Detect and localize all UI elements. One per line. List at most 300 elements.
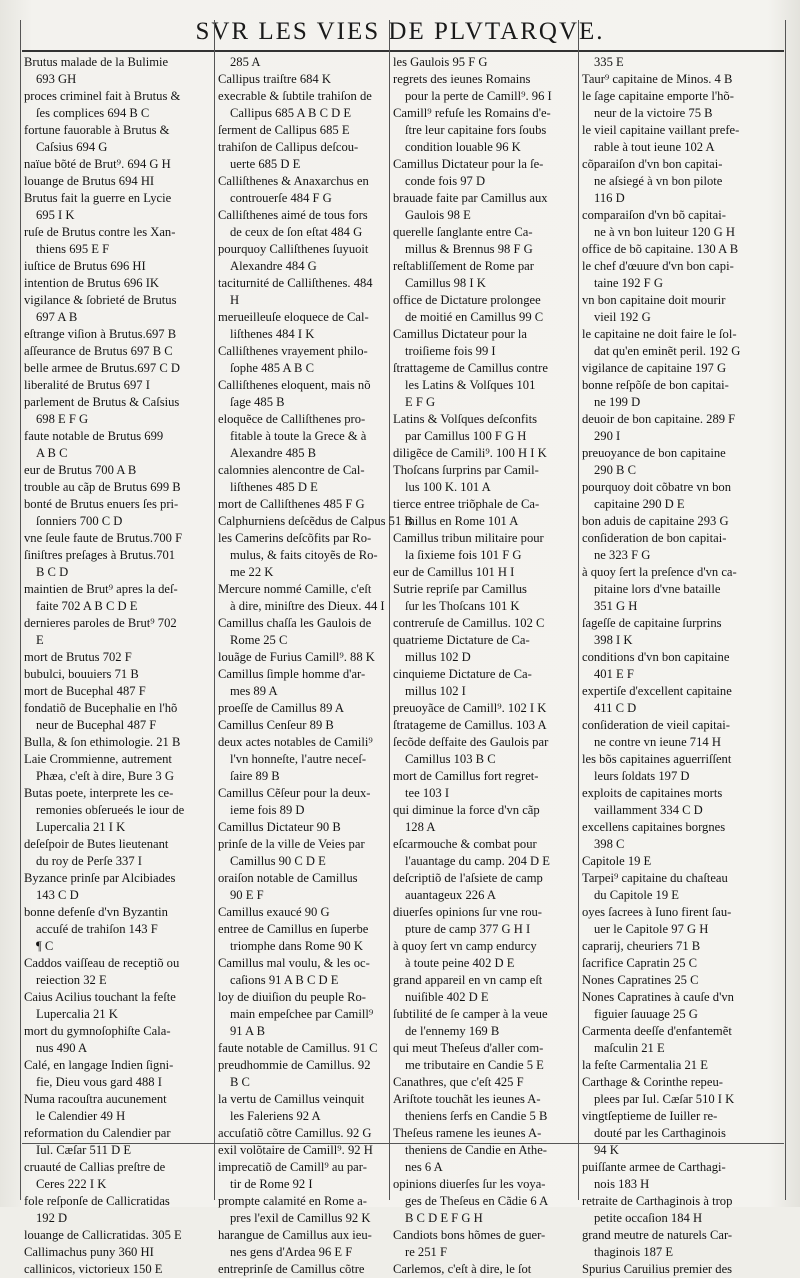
index-line: de moitié en Camillus 99 C bbox=[405, 310, 544, 324]
index-line: cõparaiſon d'vn bon capitai- bbox=[582, 157, 723, 171]
index-line: mort de Brutus 702 F bbox=[24, 650, 132, 664]
index-line: 695 I K bbox=[36, 208, 75, 222]
index-line: Capitole 19 E bbox=[582, 854, 652, 868]
index-line: à quoy ſert vn camp endurcy bbox=[393, 939, 537, 953]
index-line: les Latins & Volſques 101 bbox=[405, 378, 536, 392]
index-line: du roy de Perſe 337 I bbox=[36, 854, 142, 868]
index-line: le ſage capitaine emporte l'hõ- bbox=[582, 89, 734, 103]
index-line: E bbox=[36, 633, 44, 647]
index-line: qui meut Theſeus d'aller com- bbox=[393, 1041, 544, 1055]
index-line: triomphe dans Rome 90 K bbox=[230, 939, 363, 953]
index-line: B C D bbox=[36, 565, 69, 579]
index-line: l'auantage du camp. 204 D E bbox=[405, 854, 550, 868]
index-line: deſcriptiõ de l'aſsiete de camp bbox=[393, 871, 543, 885]
index-line: me tributaire en Candie 5 E bbox=[405, 1058, 544, 1072]
index-line: nuiſible 402 D E bbox=[405, 990, 489, 1004]
index-line: taciturnité de Calliſthenes. 484 bbox=[218, 276, 373, 290]
index-line: naïue bõté de Brut⁹. 694 G H bbox=[24, 157, 171, 171]
index-line: deux actes notables de Camili⁹ bbox=[218, 735, 373, 749]
index-line: Mercure nommé Camille, c'eſt bbox=[218, 582, 372, 596]
index-line: 335 E bbox=[594, 55, 624, 69]
index-line: regrets des ieunes Romains bbox=[393, 72, 531, 86]
index-line: ne à vn bon luiteur 120 G H bbox=[594, 225, 735, 239]
index-line: Camillus exaucé 90 G bbox=[218, 905, 330, 919]
index-line: thiens 695 E F bbox=[36, 242, 110, 256]
index-line: le Calendier 49 H bbox=[36, 1109, 126, 1123]
index-line: dernieres paroles de Brut⁹ 702 bbox=[24, 616, 177, 630]
index-line: capitaine 290 D E bbox=[594, 497, 685, 511]
index-line: intention de Brutus 696 IK bbox=[24, 276, 160, 290]
index-line: iuſtice de Brutus 696 HI bbox=[24, 259, 146, 273]
column-rule-left bbox=[20, 20, 21, 1200]
index-line: office de Dictature prolongee bbox=[393, 293, 541, 307]
index-line: ſecõde deſfaite des Gaulois par bbox=[393, 735, 549, 749]
column-rule-3 bbox=[578, 20, 579, 1200]
column-rule-2 bbox=[389, 20, 390, 1200]
index-line: Thoſcans ſurprins par Camil- bbox=[393, 463, 539, 477]
index-line: taine 192 F G bbox=[594, 276, 663, 290]
index-line: quatrieme Dictature de Ca- bbox=[393, 633, 530, 647]
index-line: figuier ſauuage 25 G bbox=[594, 1007, 698, 1021]
index-line: aſſeurance de Brutus 697 B C bbox=[24, 344, 173, 358]
index-line: lus 100 K. 101 A bbox=[405, 480, 491, 494]
index-line: Brutus malade de la Bulimie bbox=[24, 55, 169, 69]
index-line: Butas poete, interprete les ce- bbox=[24, 786, 174, 800]
index-line: Caddos vaiſſeau de receptiõ ou bbox=[24, 956, 180, 970]
index-line: tee 103 I bbox=[405, 786, 450, 800]
index-line: petite occaſion 184 H bbox=[594, 1211, 703, 1225]
index-line: Carmenta deeſſe d'enfantemẽt bbox=[582, 1024, 732, 1038]
index-line: belle armee de Brutus.697 C D bbox=[24, 361, 180, 375]
index-line: millus en Rome 101 A bbox=[405, 514, 519, 528]
index-line: ſageſſe de capitaine ſurprins bbox=[582, 616, 722, 630]
index-line: la ſixieme fois 101 F G bbox=[405, 548, 522, 562]
index-line: trahiſon de Callipus deſcou- bbox=[218, 140, 359, 154]
index-line: Sutrie repriſe par Camillus bbox=[393, 582, 527, 596]
index-line: tierce entree triõphale de Ca- bbox=[393, 497, 540, 511]
index-line: troiſieme fois 99 I bbox=[405, 344, 496, 358]
index-line: bonne reſpõſe de bon capitai- bbox=[582, 378, 729, 392]
index-line: Carlemos, c'eſt à dire, le ſot bbox=[393, 1262, 532, 1276]
index-line: à quoy ſert la preſence d'vn ca- bbox=[582, 565, 737, 579]
index-line: Nones Capratines à cauſe d'vn bbox=[582, 990, 734, 1004]
index-line: Candiots bons hõmes de guer- bbox=[393, 1228, 546, 1242]
index-line: H bbox=[230, 293, 240, 307]
index-line: exil volõtaire de Camill⁹. 92 H bbox=[218, 1143, 373, 1157]
index-line: vn bon capitaine doit mourir bbox=[582, 293, 726, 307]
index-line: Carthage & Corinthe repeu- bbox=[582, 1075, 723, 1089]
index-line: 192 D bbox=[36, 1211, 68, 1225]
index-line: entree de Camillus en ſuperbe bbox=[218, 922, 369, 936]
index-line: Calliſthenes eloquent, mais nõ bbox=[218, 378, 371, 392]
index-line: mort de Camillus fort regret- bbox=[393, 769, 539, 783]
index-line: louange de Brutus 694 HI bbox=[24, 174, 155, 188]
index-line: vaillamment 334 C D bbox=[594, 803, 703, 817]
index-line: 398 C bbox=[594, 837, 625, 851]
index-line: Latins & Volſques deſconfits bbox=[393, 412, 538, 426]
index-line: maſculin 21 E bbox=[594, 1041, 665, 1055]
index-line: rable à tout ieune 102 A bbox=[594, 140, 715, 154]
index-line: 693 GH bbox=[36, 72, 77, 86]
index-line: nes gens d'Ardea 96 E F bbox=[230, 1245, 353, 1259]
index-line: Camillus ſimple homme d'ar- bbox=[218, 667, 366, 681]
index-line: Calliſthenes aimé de tous fors bbox=[218, 208, 368, 222]
index-line: eſtrange viſion à Brutus.697 B bbox=[24, 327, 177, 341]
index-line: fondatiõ de Bucephalie en l'hõ bbox=[24, 701, 178, 715]
index-column-4 bbox=[582, 54, 782, 1276]
index-line: prinſe de la ville de Veies par bbox=[218, 837, 365, 851]
index-line: nes 6 A bbox=[405, 1160, 443, 1174]
index-line: execrable & ſubtile trahiſon de bbox=[218, 89, 372, 103]
index-line: les Gaulois 95 F G bbox=[393, 55, 488, 69]
index-line: Gaulois 98 E bbox=[405, 208, 471, 222]
index-line: Rome 25 C bbox=[230, 633, 288, 647]
index-line: 90 E F bbox=[230, 888, 264, 902]
index-line: mort de Bucephal 487 F bbox=[24, 684, 146, 698]
index-line: imprecatiõ de Camill⁹ au par- bbox=[218, 1160, 367, 1174]
index-line: controuerſe 484 F G bbox=[230, 191, 332, 205]
index-column-1 bbox=[24, 54, 210, 1276]
index-line: ne 323 F G bbox=[594, 548, 651, 562]
index-line: proeſſe de Camillus 89 A bbox=[218, 701, 344, 715]
index-line: ſonniers 700 C D bbox=[36, 514, 123, 528]
index-line: pourquoy doit cõbatre vn bon bbox=[582, 480, 731, 494]
index-line: liſthenes 485 D E bbox=[230, 480, 318, 494]
index-line: ſtratageme de Camillus. 103 A bbox=[393, 718, 547, 732]
index-line: Taur⁹ capitaine de Minos. 4 B bbox=[582, 72, 733, 86]
index-line: du Capitole 19 E bbox=[594, 888, 679, 902]
index-line: pture de camp 377 G H I bbox=[405, 922, 531, 936]
index-line: ſiniſtres preſages à Brutus.701 bbox=[24, 548, 176, 562]
index-line: ges de Theſeus en Cãdie 6 A bbox=[405, 1194, 549, 1208]
header-rule bbox=[22, 50, 784, 52]
index-line: office de bõ capitaine. 130 A B bbox=[582, 242, 739, 256]
index-line: ¶ C bbox=[36, 939, 54, 953]
index-line: neur de Bucephal 487 F bbox=[36, 718, 157, 732]
index-line: Calliſthenes vrayement philo- bbox=[218, 344, 368, 358]
index-line: Camillus Dictateur pour la ſe- bbox=[393, 157, 544, 171]
index-line: reformation du Calendier par bbox=[24, 1126, 171, 1140]
index-line: millus 102 D bbox=[405, 650, 471, 664]
index-line: retraite de Carthaginois à trop bbox=[582, 1194, 733, 1208]
index-line: mort de Calliſthenes 485 F G bbox=[218, 497, 365, 511]
index-line: faute notable de Brutus 699 bbox=[24, 429, 164, 443]
column-rule-1 bbox=[214, 20, 215, 1200]
index-line: de l'ennemy 169 B bbox=[405, 1024, 500, 1038]
index-line: maintien de Brut⁹ apres la deſ- bbox=[24, 582, 178, 596]
index-line: Camillus Cenſeur 89 B bbox=[218, 718, 334, 732]
index-line: Camillus 103 B C bbox=[405, 752, 496, 766]
index-line: 116 D bbox=[594, 191, 625, 205]
index-line: Ceres 222 I K bbox=[36, 1177, 107, 1191]
index-line: Camillus Dictateur 90 B bbox=[218, 820, 341, 834]
index-line: ruſe de Brutus contre les Xan- bbox=[24, 225, 176, 239]
index-line: ſes complices 694 B C bbox=[36, 106, 150, 120]
index-line: 290 I bbox=[594, 429, 621, 443]
index-line: conditions d'vn bon capitaine bbox=[582, 650, 730, 664]
index-line: deuoir de bon capitaine. 289 F bbox=[582, 412, 736, 426]
index-line: B C bbox=[230, 1075, 250, 1089]
index-line: ſerment de Callipus 685 E bbox=[218, 123, 350, 137]
index-line: puiſſante armee de Carthagi- bbox=[582, 1160, 726, 1174]
index-line: millus & Brennus 98 F G bbox=[405, 242, 533, 256]
index-column-2 bbox=[218, 54, 413, 1276]
index-line: Canathres, que c'eſt 425 F bbox=[393, 1075, 524, 1089]
index-line: liberalité de Brutus 697 I bbox=[24, 378, 150, 392]
index-line: faute notable de Camillus. 91 C bbox=[218, 1041, 378, 1055]
index-line: à toute peine 402 D E bbox=[405, 956, 515, 970]
index-line: nus 490 A bbox=[36, 1041, 88, 1055]
index-line: par Camillus 100 F G H bbox=[405, 429, 527, 443]
index-line: Caſsius 694 G bbox=[36, 140, 108, 154]
index-line: neur de la victoire 75 B bbox=[594, 106, 713, 120]
index-line: bonté de Brutus enuers ſes pri- bbox=[24, 497, 179, 511]
index-line: Bulla, & ſon ethimologie. 21 B bbox=[24, 735, 181, 749]
index-line: Calé, en langage Indien ſigni- bbox=[24, 1058, 174, 1072]
index-line: fitable à toute la Grece & à bbox=[230, 429, 367, 443]
index-line: fie, Dieu vous gard 488 I bbox=[36, 1075, 162, 1089]
index-line: accuſé de trahiſon 143 F bbox=[36, 922, 158, 936]
index-line: vingtſeptieme de Iuiller re- bbox=[582, 1109, 718, 1123]
index-line: faite 702 A B C D E bbox=[36, 599, 138, 613]
index-line: Lupercalia 21 I K bbox=[36, 820, 126, 834]
index-line: Callimachus puny 360 HI bbox=[24, 1245, 154, 1259]
index-line: uerte 685 D E bbox=[230, 157, 301, 171]
footer-rule bbox=[22, 1143, 784, 1144]
index-line: les Faleriens 92 A bbox=[230, 1109, 321, 1123]
index-line: calomnies alencontre de Cal- bbox=[218, 463, 365, 477]
index-line: conſideration de bon capitai- bbox=[582, 531, 727, 545]
index-line: 290 B C bbox=[594, 463, 636, 477]
index-line: merueilleuſe eloquece de Cal- bbox=[218, 310, 369, 324]
index-line: trouble au cãp de Brutus 699 B bbox=[24, 480, 181, 494]
index-line: 411 C D bbox=[594, 701, 637, 715]
index-line: eloquẽce de Calliſthenes pro- bbox=[218, 412, 366, 426]
index-line: pitaine lors d'vne bataille bbox=[594, 582, 721, 596]
index-line: 285 A bbox=[230, 55, 261, 69]
index-line: fortune fauorable à Brutus & bbox=[24, 123, 170, 137]
index-line: ſur les Thoſcans 101 K bbox=[405, 599, 520, 613]
index-line: eſcarmouche & combat pour bbox=[393, 837, 537, 851]
index-line: le vieil capitaine vaillant prefe- bbox=[582, 123, 740, 137]
running-header: SVR LES VIES DE PLVTARQVE. bbox=[195, 18, 605, 45]
index-line: theniens de Candie en Athe- bbox=[405, 1143, 547, 1157]
index-line: reſtabliſſement de Rome par bbox=[393, 259, 534, 273]
index-line: thaginois 187 E bbox=[594, 1245, 674, 1259]
index-line: ſage 485 B bbox=[230, 395, 285, 409]
index-line: proces criminel fait à Brutus & bbox=[24, 89, 181, 103]
index-line: dat qu'en eminẽt peril. 192 G bbox=[594, 344, 741, 358]
index-line: Camillus Cẽſeur pour la deux- bbox=[218, 786, 371, 800]
index-line: grand meutre de naturels Car- bbox=[582, 1228, 733, 1242]
index-line: 401 E F bbox=[594, 667, 634, 681]
index-line: Nones Capratines 25 C bbox=[582, 973, 699, 987]
index-line: mes 89 A bbox=[230, 684, 278, 698]
index-line: caprarij, cheuriers 71 B bbox=[582, 939, 701, 953]
index-column-3 bbox=[393, 54, 575, 1276]
index-line: l'vn honneſte, l'autre neceſ- bbox=[230, 752, 367, 766]
index-line: main empeſchee par Camill⁹ bbox=[230, 1007, 374, 1021]
index-line: conde fois 97 D bbox=[405, 174, 486, 188]
index-line: ſubtilité de ſe camper à la veue bbox=[393, 1007, 548, 1021]
index-line: les Camerins deſcõfits par Ro- bbox=[218, 531, 372, 545]
index-line: oyes ſacrees à Iuno firent ſau- bbox=[582, 905, 732, 919]
index-line: A B C bbox=[36, 446, 68, 460]
index-line: re 251 F bbox=[405, 1245, 447, 1259]
index-line: louange de Callicratidas. 305 E bbox=[24, 1228, 182, 1242]
index-line: querelle ſanglante entre Ca- bbox=[393, 225, 533, 239]
index-line: vne ſeule faute de Brutus.700 F bbox=[24, 531, 183, 545]
index-line: le capitaine ne doit faire le ſol- bbox=[582, 327, 737, 341]
index-line: uer le Capitole 97 G H bbox=[594, 922, 709, 936]
index-line: ne contre vn ieune 714 H bbox=[594, 735, 721, 749]
index-line: plees par Iul. Cæſar 510 I K bbox=[594, 1092, 735, 1106]
index-line: leurs ſoldats 197 D bbox=[594, 769, 690, 783]
index-line: ne aſsiegé à vn bon pilote bbox=[594, 174, 723, 188]
index-line: E F G bbox=[405, 395, 436, 409]
index-line: me 22 K bbox=[230, 565, 274, 579]
index-line: ieme fois 89 D bbox=[230, 803, 305, 817]
index-line: Camillus mal voulu, & les oc- bbox=[218, 956, 370, 970]
index-line: Ariſtote touchãt les ieunes A- bbox=[393, 1092, 541, 1106]
index-line: pourquoy Calliſthenes ſuyuoit bbox=[218, 242, 369, 256]
index-line: eur de Brutus 700 A B bbox=[24, 463, 137, 477]
index-line: ſaire 89 B bbox=[230, 769, 280, 783]
index-line: expertiſe d'excellent capitaine bbox=[582, 684, 732, 698]
index-line: ſtrattageme de Camillus contre bbox=[393, 361, 548, 375]
index-line: qui diminue la force d'vn cãp bbox=[393, 803, 540, 817]
index-line: mort du gymnoſophiſte Cala- bbox=[24, 1024, 171, 1038]
index-line: Caius Acilius touchant la feſte bbox=[24, 990, 176, 1004]
index-line: bonne defenſe d'vn Byzantin bbox=[24, 905, 168, 919]
index-line: harangue de Camillus aux ieu- bbox=[218, 1228, 372, 1242]
index-line: la vertu de Camillus veinquit bbox=[218, 1092, 365, 1106]
index-line: fole reſponſe de Callicratidas bbox=[24, 1194, 170, 1208]
index-line: louãge de Furius Camill⁹. 88 K bbox=[218, 650, 375, 664]
index-line: vigilance & ſobrieté de Brutus bbox=[24, 293, 177, 307]
index-line: ſtre leur capitaine fors ſoubs bbox=[405, 123, 547, 137]
index-line: Alexandre 484 G bbox=[230, 259, 317, 273]
index-line: preudhommie de Camillus. 92 bbox=[218, 1058, 371, 1072]
index-line: Calliſthenes & Anaxarchus en bbox=[218, 174, 369, 188]
index-line: Laie Crommienne, autrement bbox=[24, 752, 172, 766]
index-line: exploits de capitaines morts bbox=[582, 786, 723, 800]
index-line: Camillus Dictateur pour la bbox=[393, 327, 527, 341]
index-line: conſideration de vieil capitai- bbox=[582, 718, 730, 732]
index-line: bon aduis de capitaine 293 G bbox=[582, 514, 729, 528]
index-line: Calphurniens deſcẽdus de Calpus 51 B bbox=[218, 514, 413, 528]
index-line: Callipus 685 A B C D E bbox=[230, 106, 352, 120]
index-line: Lupercalia 21 K bbox=[36, 1007, 118, 1021]
index-line: vieil 192 G bbox=[594, 310, 651, 324]
index-line: prompte calamité en Rome a- bbox=[218, 1194, 367, 1208]
index-line: la feſte Carmentalia 21 E bbox=[582, 1058, 708, 1072]
index-line: Tarpei⁹ capitaine du chaſteau bbox=[582, 871, 728, 885]
index-line: vigilance de capitaine 197 G bbox=[582, 361, 727, 375]
index-line: entreprinſe de Camillus cõtre bbox=[218, 1262, 365, 1276]
index-line: contreruſe de Camillus. 102 C bbox=[393, 616, 545, 630]
index-line: 128 A bbox=[405, 820, 436, 834]
index-line: theniens ſerfs en Candie 5 B bbox=[405, 1109, 548, 1123]
index-line: à dire, miniſtre des Dieux. 44 I bbox=[230, 599, 385, 613]
index-line: eur de Camillus 101 H I bbox=[393, 565, 515, 579]
index-line: 698 E F G bbox=[36, 412, 89, 426]
index-line: Phæa, c'eſt à dire, Bure 3 G bbox=[36, 769, 174, 783]
index-line: Numa racouſtra aucunement bbox=[24, 1092, 167, 1106]
index-line: 143 C D bbox=[36, 888, 79, 902]
index-line: excellens capitaines borgnes bbox=[582, 820, 726, 834]
index-line: loy de diuiſion du peuple Ro- bbox=[218, 990, 366, 1004]
index-line: Alexandre 485 B bbox=[230, 446, 317, 460]
index-line: brauade faite par Camillus aux bbox=[393, 191, 548, 205]
index-line: Callipus traiſtre 684 K bbox=[218, 72, 331, 86]
index-line: liſthenes 484 I K bbox=[230, 327, 315, 341]
index-line: 398 I K bbox=[594, 633, 633, 647]
index-line: cruauté de Callias preſtre de bbox=[24, 1160, 166, 1174]
index-line: opinions diuerſes ſur les voya- bbox=[393, 1177, 546, 1191]
index-line: Camill⁹ refuſe les Romains d'e- bbox=[393, 106, 551, 120]
index-line: millus 102 I bbox=[405, 684, 466, 698]
index-line: Camillus chaſſa les Gaulois de bbox=[218, 616, 372, 630]
index-line: grand appareil en vn camp eſt bbox=[393, 973, 543, 987]
index-line: Byzance prinſe par Alcibiades bbox=[24, 871, 176, 885]
index-line: oraiſon notable de Camillus bbox=[218, 871, 358, 885]
index-line: ſophe 485 A B C bbox=[230, 361, 314, 375]
index-line: de ceux de ſon eſtat 484 G bbox=[230, 225, 363, 239]
index-line: Camillus 98 I K bbox=[405, 276, 486, 290]
index-line: diuerſes opinions ſur vne rou- bbox=[393, 905, 542, 919]
index-line: pres l'exil de Camillus 92 K bbox=[230, 1211, 371, 1225]
index-line: pour la perte de Camill⁹. 96 I bbox=[405, 89, 552, 103]
index-line: Camillus tribun militaire pour bbox=[393, 531, 544, 545]
index-line: ſacrifice Capratin 25 C bbox=[582, 956, 698, 970]
index-line: deſeſpoir de Butes lieutenant bbox=[24, 837, 169, 851]
index-line: B C D E F G H bbox=[405, 1211, 483, 1225]
index-line: mulus, & faits citoyẽs de Ro- bbox=[230, 548, 378, 562]
index-line: comparaiſon d'vn bõ capitai- bbox=[582, 208, 726, 222]
index-line: 91 A B bbox=[230, 1024, 265, 1038]
index-line: les bõs capitaines aguerriſſent bbox=[582, 752, 732, 766]
index-line: Theſeus ramene les ieunes A- bbox=[393, 1126, 542, 1140]
column-rule-right bbox=[785, 20, 786, 1200]
index-line: 697 A B bbox=[36, 310, 78, 324]
index-line: ne 199 D bbox=[594, 395, 641, 409]
index-line: 351 G H bbox=[594, 599, 638, 613]
index-line: 94 K bbox=[594, 1143, 619, 1157]
index-line: diligẽce de Camili⁹. 100 H I K bbox=[393, 446, 547, 460]
index-line: reiection 32 E bbox=[36, 973, 107, 987]
index-line: remonies obſerueés le iour de bbox=[36, 803, 185, 817]
index-line: parlement de Brutus & Caſsius bbox=[24, 395, 180, 409]
index-line: caſions 91 A B C D E bbox=[230, 973, 339, 987]
index-line: Iul. Cæſar 511 D E bbox=[36, 1143, 132, 1157]
index-line: auantageux 226 A bbox=[405, 888, 496, 902]
index-line: le chef d'œuure d'vn bon capi- bbox=[582, 259, 734, 273]
index-line: Brutus fait la guerre en Lycie bbox=[24, 191, 172, 205]
index-line: douté par les Carthaginois bbox=[594, 1126, 726, 1140]
index-line: nois 183 H bbox=[594, 1177, 650, 1191]
index-line: Camillus 90 C D E bbox=[230, 854, 326, 868]
index-line: condition louable 96 K bbox=[405, 140, 521, 154]
index-line: cinquieme Dictature de Ca- bbox=[393, 667, 532, 681]
index-line: bubulci, bouuiers 71 B bbox=[24, 667, 139, 681]
index-line: preuoyãce de Camill⁹. 102 I K bbox=[393, 701, 547, 715]
index-line: callinicos, victorieux 150 E bbox=[24, 1262, 163, 1276]
index-line: accuſatiõ cõtre Camillus. 92 G bbox=[218, 1126, 372, 1140]
index-line: Spurius Caruilius premier des bbox=[582, 1262, 733, 1276]
index-line: preuoyance de bon capitaine bbox=[582, 446, 726, 460]
index-line: tir de Rome 92 I bbox=[230, 1177, 313, 1191]
